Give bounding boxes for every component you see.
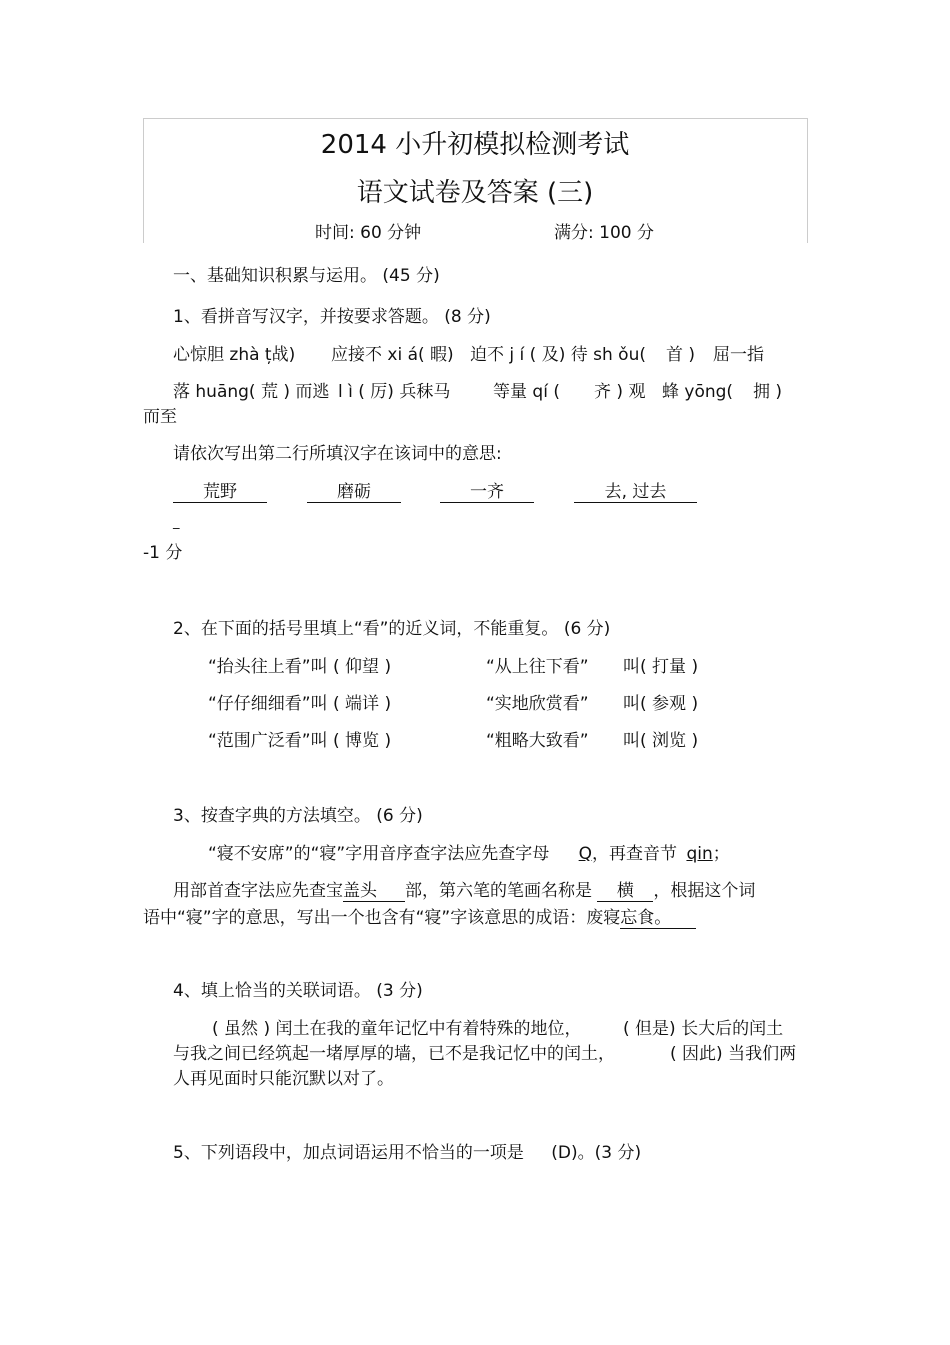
synonym-right-answer: 叫( 浏览 ) [623, 731, 699, 751]
pinyin-item: 齐 ) 观 [594, 382, 646, 402]
answer-blank-text: 荒野 [173, 477, 267, 503]
pinyin-item: l ì ( 厉) 兵秣马 [338, 382, 451, 402]
time-limit: 时间: 60 分钟 [315, 223, 422, 243]
pinyin-item: 蜂 yōng( [662, 382, 734, 402]
conjunction-text: ( 但是) 长大后的闰土 [623, 1019, 784, 1039]
synonym-left: “范围广泛看”叫 ( 博览 ) [208, 731, 392, 751]
answer-blank [307, 477, 401, 503]
pinyin-item: 落 huāng( 荒 ) 而逃 [173, 382, 330, 402]
question-2-prompt: 2、在下面的括号里填上“看”的近义词，不能重复。 (6 分) [173, 619, 611, 639]
question-1-prompt: 1、看拼音写汉字，并按要求答题。 (8 分) [173, 307, 491, 327]
question-5-text: 5、下列语段中，加点词语运用不恰当的一项是 [173, 1143, 524, 1163]
dictionary-answer-radical: 盖头 [343, 876, 405, 902]
dictionary-text: ； [712, 844, 730, 864]
dictionary-answer-idiom: 忘食。 [620, 903, 696, 929]
synonym-right-answer: 叫( 参观 ) [623, 694, 699, 714]
question-5-answer: (D) [551, 1143, 578, 1163]
answer-blank [440, 477, 534, 503]
conjunction-text: ( 因此) 当我们两 [670, 1044, 797, 1064]
score-mark: _ [173, 515, 180, 530]
dictionary-text: ，根据这个词 [653, 881, 756, 901]
conjunction-text: ( 虽然 ) 闰土在我的童年记忆中有着特殊的地位， [212, 1019, 582, 1039]
answer-blank-text: 去, 过去 [574, 477, 697, 503]
synonym-right-question: “从上往下看” [486, 657, 589, 677]
dictionary-line-3 [143, 903, 696, 929]
pinyin-item: 拥 ) [753, 382, 783, 402]
synonym-right-answer: 叫( 打量 ) [623, 657, 699, 677]
synonym-right-question: “实地欣赏看” [486, 694, 589, 714]
dictionary-text: 语中“寝”字的意思，写出一个也含有“寝”字该意思的成语：废寝 [143, 908, 621, 928]
question-3-prompt: 3、按查字典的方法填空。 (6 分) [173, 806, 423, 826]
dictionary-text: “寝不安席”的“寝”字用音序查字法应先查字母 [208, 844, 550, 864]
dictionary-text: 部，第六笔的笔画名称是 [405, 881, 592, 901]
pinyin-item: 心惊胆 zhà ț战) [173, 345, 296, 365]
dictionary-answer-letter: Q [578, 844, 593, 864]
answer-blank [574, 477, 697, 503]
section-heading: 一、基础知识积累与运用。 (45 分) [173, 266, 440, 286]
conjunction-text: 人再见面时只能沉默以对了。 [173, 1069, 394, 1089]
pinyin-item: 而至 [143, 407, 177, 427]
dictionary-line-1 [208, 839, 730, 864]
answer-blank-text: 磨砺 [307, 477, 401, 503]
synonym-left: “仔仔细细看”叫 ( 端详 ) [208, 694, 392, 714]
pinyin-item: 迫不 j í ( 及) 待 sh ǒu( [470, 345, 646, 365]
dictionary-answer-syllable: qin [686, 844, 713, 864]
pinyin-item: 等量 qí ( [493, 382, 560, 402]
score-note: -1 分 [143, 543, 183, 563]
question-5-prompt [173, 1138, 641, 1163]
pinyin-item: 屈一指 [713, 345, 764, 365]
exam-subtitle: 语文试卷及答案 (三) [356, 178, 594, 208]
answer-blank-text: 一齐 [440, 477, 534, 503]
pinyin-item: 应接不 xi á( 暇) [331, 345, 454, 365]
conjunction-text: 与我之间已经筑起一堵厚厚的墙，已不是我记忆中的闰土， [173, 1044, 615, 1064]
answer-blank [173, 477, 267, 503]
dictionary-line-2 [173, 876, 755, 902]
full-score: 满分: 100 分 [554, 223, 654, 243]
question-1-subprompt: 请依次写出第二行所填汉字在该词中的意思: [173, 444, 502, 464]
dictionary-text: ，再查音节 [592, 844, 678, 864]
question-4-prompt: 4、填上恰当的关联词语。 (3 分) [173, 981, 423, 1001]
pinyin-item: 首 ) [666, 345, 696, 365]
synonym-right-question: “粗略大致看” [486, 731, 589, 751]
exam-title: 2014 小升初模拟检测考试 [320, 130, 630, 160]
dictionary-answer-stroke: 横 [597, 876, 653, 902]
dictionary-text: 用部首查字法应先查宝 [173, 881, 343, 901]
question-5-suffix: 。(3 分) [577, 1143, 642, 1163]
synonym-left: “抬头往上看”叫 ( 仰望 ) [208, 657, 392, 677]
